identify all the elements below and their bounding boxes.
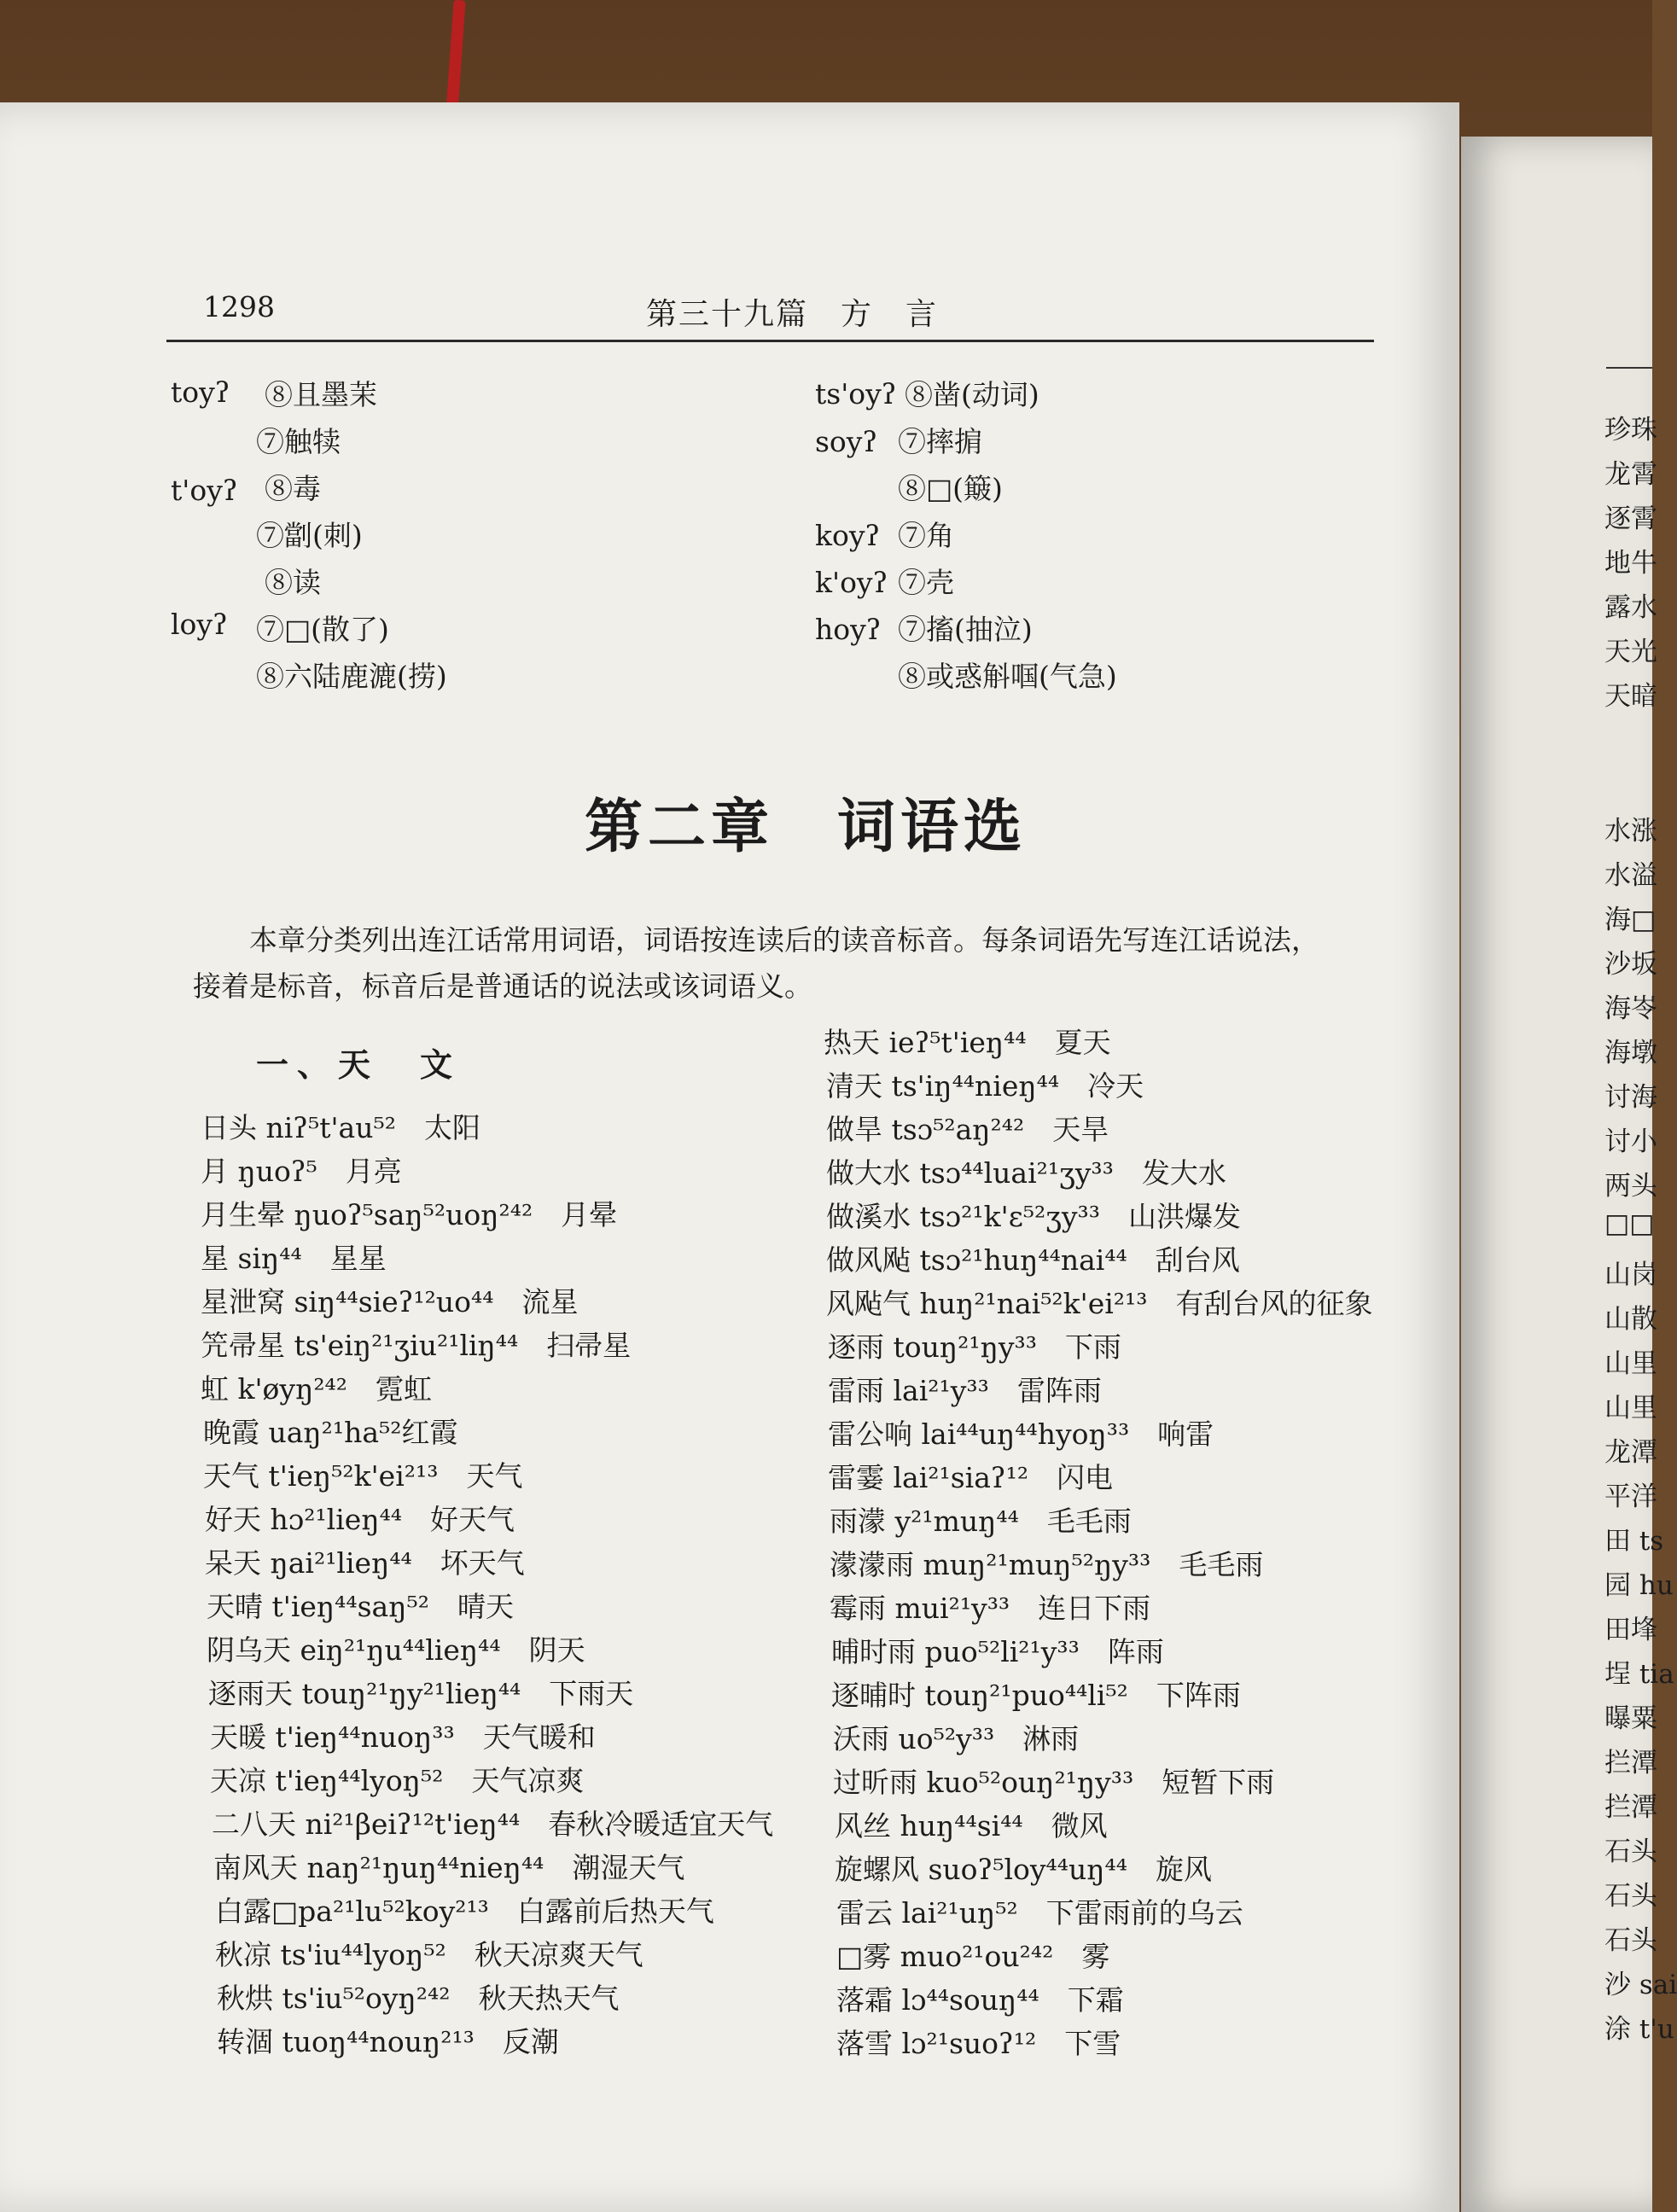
next-page-fragment: 水溢 <box>1604 860 1657 891</box>
vocab-entry: 天暖 t'ieŋ⁴⁴nuoŋ³³ 天气暖和 <box>210 1720 596 1754</box>
vocab-entry: 阴乌天 eiŋ²¹ŋu⁴⁴lieŋ⁴⁴ 阴天 <box>207 1633 585 1667</box>
vocab-entry: 南风天 naŋ²¹ŋuŋ⁴⁴nieŋ⁴⁴ 潮湿天气 <box>213 1851 685 1884</box>
vocab-entry: 逐雨天 touŋ²¹ŋy²¹lieŋ⁴⁴ 下雨天 <box>208 1677 634 1710</box>
vocab-entry: 霉雨 mui²¹y³³ 连日下雨 <box>830 1592 1151 1625</box>
vocab-entry: 过昕雨 kuo⁵²ouŋ²¹ŋy³³ 短暂下雨 <box>833 1766 1275 1799</box>
vocab-entry: 日头 niʔ⁵t'au⁵² 太阳 <box>201 1111 480 1144</box>
char-group: ⑧读 <box>265 566 321 599</box>
vocab-entry: 虹 k'øyŋ²⁴² 霓虹 <box>201 1372 433 1406</box>
char-group: ⑦搐(抽泣) <box>898 613 1033 646</box>
next-page-fragment: 石头 <box>1604 1925 1657 1956</box>
vocab-entry: 旋螺风 suoʔ⁵loy⁴⁴uŋ⁴⁴ 旋风 <box>835 1853 1212 1886</box>
next-page-fragment: 地牛 <box>1604 548 1657 579</box>
next-page-fragment: 山散 <box>1604 1304 1657 1335</box>
char-group: ⑧凿(动词) <box>905 378 1039 411</box>
chapter-title: 第二章 词语选 <box>585 793 1028 861</box>
syllable-label: loyʔ <box>171 608 228 641</box>
vocab-entry: 天晴 t'ieŋ⁴⁴saŋ⁵² 晴天 <box>207 1590 514 1623</box>
vocab-entry: 秋凉 ts'iu⁴⁴lyoŋ⁵² 秋天凉爽天气 <box>215 1938 643 1971</box>
char-group: ⑧毒 <box>265 472 321 505</box>
next-page-fragment: 田 ts <box>1604 1526 1664 1557</box>
vocab-entry: 呆天 ŋai²¹lieŋ⁴⁴ 坏天气 <box>205 1546 525 1580</box>
intro-paragraph-line-2: 接着是标音，标音后是普通话的说法或该词语义。 <box>193 969 812 1003</box>
next-page-fragment: 龙霄 <box>1604 459 1657 490</box>
next-page-fragment: 园 hu <box>1604 1570 1674 1601</box>
vocab-entry: 热天 ieʔ⁵t'ieŋ⁴⁴ 夏天 <box>824 1026 1111 1059</box>
vocab-entry: 月 ŋuoʔ⁵ 月亮 <box>201 1155 402 1188</box>
header-rule <box>166 340 1374 342</box>
vocab-entry: 星 siŋ⁴⁴ 星星 <box>201 1242 387 1275</box>
next-page-fragment: 沙坂 <box>1604 949 1657 980</box>
next-page-fragment: 讨小 <box>1604 1126 1657 1157</box>
syllable-label: k'oyʔ <box>815 566 888 599</box>
char-group: ⑧且墨茉 <box>265 378 377 411</box>
next-page-fragment: 水涨 <box>1604 816 1657 847</box>
vocab-entry: 做风飐 tsɔ²¹huŋ⁴⁴nai⁴⁴ 刮台风 <box>826 1243 1240 1277</box>
vocab-entry: 沃雨 uo⁵²y³³ 淋雨 <box>833 1722 1080 1755</box>
syllable-label: toyʔ <box>171 375 230 409</box>
vocab-entry: 秋烘 ts'iu⁵²oyŋ²⁴² 秋天热天气 <box>217 1982 620 2015</box>
next-page-fragment: 拦潭 <box>1604 1792 1657 1823</box>
char-group: ⑧六陆鹿漉(捞) <box>256 660 447 693</box>
vocab-entry: 笐帚星 ts'eiŋ²¹ʒiu²¹liŋ⁴⁴ 扫帚星 <box>201 1329 632 1362</box>
next-page-fragment: 龙潭 <box>1604 1437 1657 1468</box>
vocab-entry: 晚霞 uaŋ²¹ha⁵²红霞 <box>203 1416 458 1449</box>
vocab-entry: 清天 ts'iŋ⁴⁴nieŋ⁴⁴ 冷天 <box>826 1069 1144 1103</box>
next-page-fragment: 山里 <box>1604 1348 1657 1379</box>
vocab-entry: 雷公响 lai⁴⁴uŋ⁴⁴hyoŋ³³ 响雷 <box>828 1417 1214 1451</box>
char-group: ⑧□(簸) <box>898 472 1003 505</box>
next-page-fragment: 两头 <box>1604 1171 1657 1202</box>
vocab-entry: 晡时雨 puo⁵²li²¹y³³ 阵雨 <box>831 1635 1164 1668</box>
vocab-entry: 转涸 tuoŋ⁴⁴nouŋ²¹³ 反潮 <box>217 2025 559 2058</box>
vocab-entry: 天气 t'ieŋ⁵²k'ei²¹³ 天气 <box>203 1459 523 1493</box>
vocab-entry: 逐雨 touŋ²¹ŋy³³ 下雨 <box>828 1330 1121 1364</box>
next-page-fragment: □□ <box>1604 1208 1655 1239</box>
next-page-fragment: 海岺 <box>1604 993 1657 1024</box>
vocab-entry: 白露□pa²¹lu⁵²koy²¹³ 白露前后热天气 <box>215 1895 714 1928</box>
next-page-fragment: 讨海 <box>1604 1082 1657 1113</box>
vocab-entry: 濛濛雨 muŋ²¹muŋ⁵²ŋy³³ 毛毛雨 <box>830 1548 1264 1581</box>
vocab-entry: 做旱 tsɔ⁵²aŋ²⁴² 天旱 <box>826 1113 1109 1146</box>
char-group: ⑦触犊 <box>256 425 341 458</box>
char-group: ⑧或惑斛啯(气急) <box>898 660 1117 693</box>
char-group: ⑦角 <box>898 519 954 552</box>
vocab-entry: 好天 hɔ²¹lieŋ⁴⁴ 好天气 <box>205 1503 515 1536</box>
intro-paragraph-line-1: 本章分类列出连江话常用词语，词语按连读后的读音标音。每条词语先写连江话说法， <box>249 923 1319 957</box>
next-page-fragment: 逐霄 <box>1604 504 1657 534</box>
next-page-fragment: 石头 <box>1604 1881 1657 1912</box>
vocab-entry: 风飐气 huŋ²¹nai⁵²k'ei²¹³ 有刮台风的征象 <box>826 1287 1373 1320</box>
vocab-entry: 风丝 huŋ⁴⁴si⁴⁴ 微风 <box>835 1809 1108 1842</box>
next-page-fragment: 珍珠 <box>1604 415 1657 445</box>
syllable-label: ts'oyʔ <box>815 377 897 410</box>
syllable-label: soyʔ <box>815 425 878 458</box>
next-page-rule <box>1606 367 1652 369</box>
page-header-title: 第三十九篇 方 言 <box>646 297 939 332</box>
next-page-fragment: 涂 t'u <box>1604 2014 1674 2045</box>
next-page-fragment: 平洋 <box>1604 1481 1657 1512</box>
vocab-entry: 二八天 ni²¹βeiʔ¹²t'ieŋ⁴⁴ 春秋冷暖适宜天气 <box>212 1807 774 1841</box>
vocab-entry: 雷云 lai²¹uŋ⁵² 下雷雨前的乌云 <box>836 1896 1243 1930</box>
vocab-entry: 天凉 t'ieŋ⁴⁴lyoŋ⁵² 天气凉爽 <box>210 1764 585 1797</box>
vocab-entry: □雾 muo²¹ou²⁴² 雾 <box>836 1940 1110 1973</box>
next-page-fragment: 埕 tia <box>1604 1659 1674 1690</box>
vocab-entry: 雷霎 lai²¹siaʔ¹² 闪电 <box>828 1461 1114 1494</box>
next-page-fragment: 山岗 <box>1604 1260 1657 1290</box>
section-heading: 一、天 文 <box>256 1045 462 1084</box>
char-group: ⑦壳 <box>898 566 954 599</box>
page-number: 1298 <box>203 290 275 323</box>
char-group: ⑦□(散了) <box>256 613 389 646</box>
next-page-fragment: 拦潭 <box>1604 1748 1657 1778</box>
next-page-fragment: 天光 <box>1604 637 1657 667</box>
next-page-fragment: 田埄 <box>1604 1615 1657 1645</box>
vocab-entry: 做溪水 tsɔ²¹k'ɛ⁵²ʒy³³ 山洪爆发 <box>826 1200 1241 1233</box>
next-page-fragment: 沙 sai <box>1604 1970 1677 2000</box>
vocab-entry: 落雪 lɔ²¹suoʔ¹² 下雪 <box>836 2027 1121 2060</box>
syllable-label: hoyʔ <box>815 613 882 646</box>
vocab-entry: 做大水 tsɔ⁴⁴luai²¹ʒy³³ 发大水 <box>826 1156 1226 1190</box>
vocab-entry: 落霜 lɔ⁴⁴souŋ⁴⁴ 下霜 <box>836 1983 1124 2017</box>
vocab-entry: 逐晡时 touŋ²¹puo⁴⁴li⁵² 下阵雨 <box>831 1679 1241 1712</box>
char-group: ⑦摔掮 <box>898 425 982 458</box>
next-page-fragment: 曝粟 <box>1604 1703 1657 1734</box>
next-page-fragment: 山里 <box>1604 1393 1657 1423</box>
next-page-fragment: 露水 <box>1604 592 1657 623</box>
next-page-fragment: 石头 <box>1604 1837 1657 1867</box>
syllable-label: koyʔ <box>815 519 881 552</box>
next-page-fragment: 海墩 <box>1604 1038 1657 1068</box>
vocab-entry: 雨濛 y²¹muŋ⁴⁴ 毛毛雨 <box>830 1505 1132 1538</box>
vocab-entry: 雷雨 lai²¹y³³ 雷阵雨 <box>828 1374 1102 1407</box>
vocab-entry: 月生晕 ŋuoʔ⁵saŋ⁵²uoŋ²⁴² 月晕 <box>201 1198 618 1231</box>
char-group: ⑦劏(刺) <box>256 519 363 552</box>
syllable-label: t'oyʔ <box>171 474 238 507</box>
next-page-fragment: 海□ <box>1604 905 1657 935</box>
vocab-entry: 星泄窝 siŋ⁴⁴sieʔ¹²uo⁴⁴ 流星 <box>201 1285 579 1318</box>
next-page-fragment: 天暗 <box>1604 681 1657 712</box>
